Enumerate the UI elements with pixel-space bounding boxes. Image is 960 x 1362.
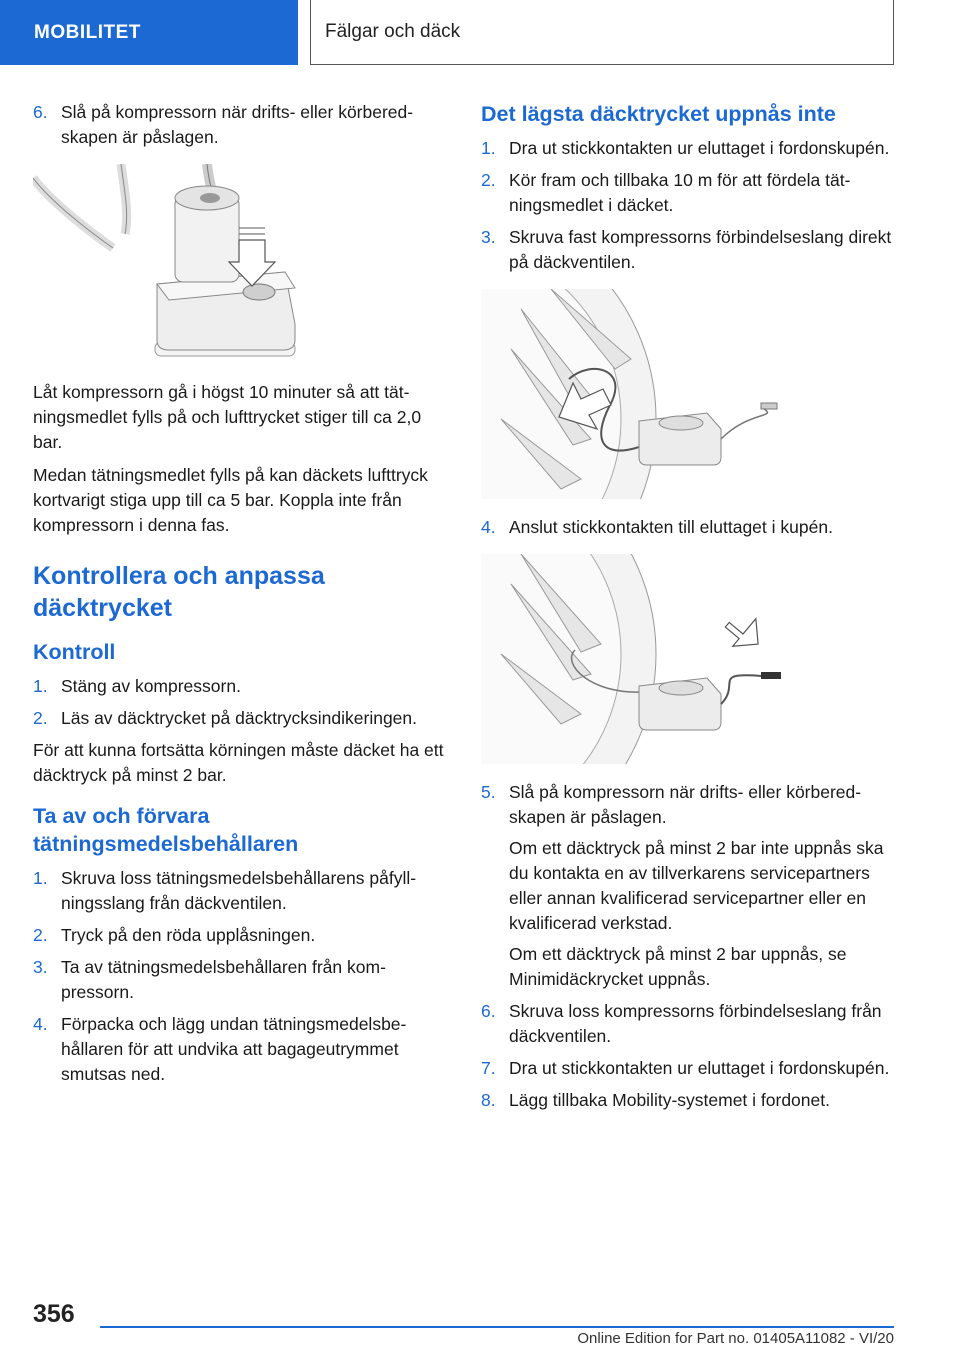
hose-connect-figure bbox=[481, 289, 895, 499]
step-text: Dra ut stickkontakten ur eluttaget i fordonskupén. bbox=[509, 138, 890, 158]
section-tab bbox=[0, 0, 298, 65]
subsection-heading: Ta av och förvara tätningsmedelsbehållaren bbox=[33, 804, 299, 856]
step-number: 2. bbox=[33, 708, 48, 728]
section-heading: Kontrollera och anpassa däcktrycket bbox=[33, 562, 325, 622]
step-4-list bbox=[481, 515, 895, 540]
step-number: 5. bbox=[481, 782, 496, 802]
left-column bbox=[33, 100, 447, 1094]
list-item bbox=[481, 780, 895, 992]
footer-divider bbox=[100, 1326, 894, 1328]
section-title: MOBILITET bbox=[34, 21, 141, 43]
list-item bbox=[481, 1088, 895, 1113]
step-number: 2. bbox=[481, 170, 496, 190]
step-text: Tryck på den röda upplåsningen. bbox=[61, 925, 316, 945]
compressor-figure bbox=[33, 164, 447, 364]
remove-steps bbox=[33, 866, 447, 1087]
list-item bbox=[33, 1012, 447, 1087]
page-number: 356 bbox=[33, 1300, 75, 1328]
step-text: Skruva loss kompressorns förbindelseslang från däckventilen. bbox=[509, 1001, 882, 1046]
list-item bbox=[481, 136, 895, 161]
step-text: Anslut stickkontakten till eluttaget i kupén. bbox=[509, 517, 833, 537]
step-text: Dra ut stickkontakten ur eluttaget i fordonskupén. bbox=[509, 1058, 890, 1078]
intro-steps bbox=[33, 100, 447, 150]
right-column bbox=[481, 100, 895, 1120]
list-item bbox=[33, 706, 447, 731]
step-number: 4. bbox=[33, 1014, 48, 1034]
step-number: 2. bbox=[33, 925, 48, 945]
step-number: 1. bbox=[33, 868, 48, 888]
step-number: 6. bbox=[481, 1001, 496, 1021]
step-text: Slå på kompressorn när drifts- eller körberedskapen är påslagen. bbox=[61, 102, 414, 147]
list-item bbox=[33, 866, 447, 916]
step-text: Förpacka och lägg undan tätningsmedelsbehållaren för att undvika att bagageutrymmet smutsas ned. bbox=[61, 1014, 407, 1084]
list-item bbox=[481, 1056, 895, 1081]
step-number: 3. bbox=[33, 957, 48, 977]
chapter-header bbox=[310, 0, 894, 65]
step-text: Skruva loss tätningsmedelsbehållarens påfyllningsslang från däckventilen. bbox=[61, 868, 417, 913]
step-number: 7. bbox=[481, 1058, 496, 1078]
list-item bbox=[33, 955, 447, 1005]
list-item bbox=[481, 225, 895, 275]
step-number: 6. bbox=[33, 102, 48, 122]
step-number: 1. bbox=[33, 676, 48, 696]
step-5-list bbox=[481, 780, 895, 1113]
list-item bbox=[481, 168, 895, 218]
paragraph: För att kunna fortsätta körningen måste däcket ha ett däcktryck på minst 2 bar. bbox=[33, 740, 444, 785]
list-item bbox=[33, 674, 447, 699]
subsection-heading: Kontroll bbox=[33, 640, 116, 664]
list-item bbox=[481, 515, 895, 540]
step-number: 3. bbox=[481, 227, 496, 247]
step-number: 4. bbox=[481, 517, 496, 537]
subsection-heading: Det lägsta däcktrycket uppnås inte bbox=[481, 102, 836, 126]
step-text: Slå på kompressorn när drifts- eller körberedskapen är påslagen. bbox=[509, 782, 862, 827]
paragraph: Låt kompressorn gå i högst 10 minuter så att tätningsmedlet fylls på och lufttrycket stiger till ca 2,0 bar. bbox=[33, 382, 422, 452]
list-item bbox=[33, 100, 447, 150]
step-text: Stäng av kompressorn. bbox=[61, 676, 241, 696]
step-note: Om ett däcktryck på minst 2 bar uppnås, se Minimidäckrycket uppnås. bbox=[509, 944, 847, 989]
chapter-title: Fälgar och däck bbox=[325, 21, 461, 42]
kontroll-steps bbox=[33, 674, 447, 731]
list-item bbox=[481, 999, 895, 1049]
step-text: Skruva fast kompressorns förbindelseslang direkt på däckventilen. bbox=[509, 227, 892, 272]
step-number: 8. bbox=[481, 1090, 496, 1110]
edition-text: Online Edition for Part no. 01405A11082 - VI/20 bbox=[577, 1330, 894, 1347]
plug-connect-figure bbox=[481, 554, 895, 764]
step-text: Lägg tillbaka Mobility-systemet i fordonet. bbox=[509, 1090, 830, 1110]
paragraph: Medan tätningsmedlet fylls på kan däckets lufttryck kortvarigt stiga upp till ca 5 bar. Koppla inte från kompressorn i denna fas. bbox=[33, 465, 428, 535]
list-item bbox=[33, 923, 447, 948]
step-note: Om ett däcktryck på minst 2 bar inte uppnås ska du kontakta en av tillverkarens servicepartners eller annan kvalificerad servicepartner eller en kvalificerad verkstad. bbox=[509, 838, 884, 933]
step-text: Läs av däcktrycket på däcktrycksindikeringen. bbox=[61, 708, 417, 728]
step-number: 1. bbox=[481, 138, 496, 158]
step-text: Ta av tätningsmedelsbehållaren från kompressorn. bbox=[61, 957, 386, 1002]
steps-a bbox=[481, 136, 895, 275]
step-text: Kör fram och tillbaka 10 m för att fördela tätningsmedlet i däcket. bbox=[509, 170, 851, 215]
